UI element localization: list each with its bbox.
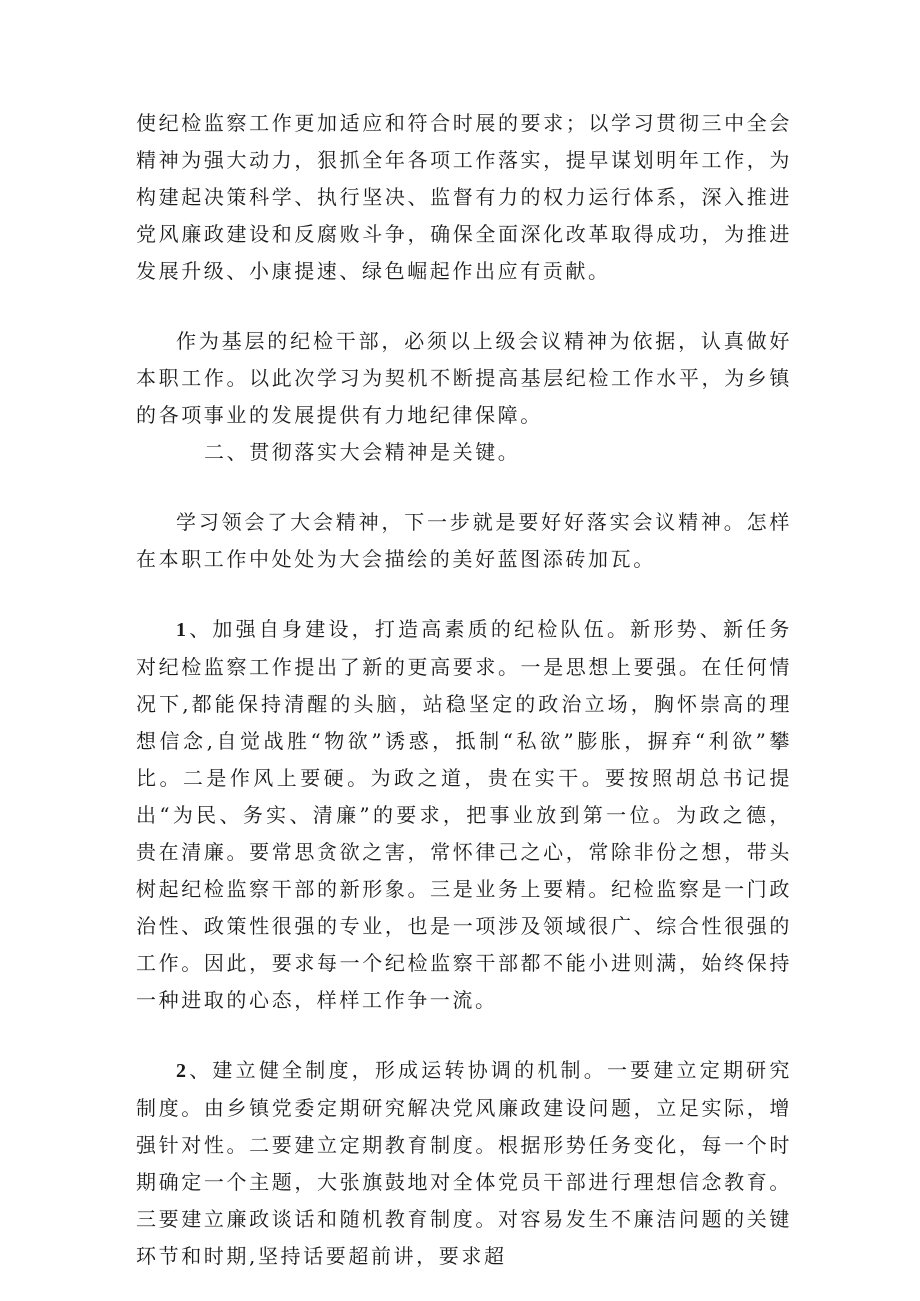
list-item-1-number: 1	[176, 619, 189, 641]
list-item-1	[136, 611, 792, 1019]
list-item-2	[136, 1052, 792, 1275]
list-item-2-text: 、建立健全制度，形成运转协调的机制。一要建立定期研究制度。由乡镇党委定期研究解决党风廉政建设问题，立足实际，增强针对性。二要建立定期教育制度。根据形势任务变化，每一个时期确定一个主题，大张旗鼓地对全体党员干部进行理想信念教育。三要建立廉政谈话和随机教育制度。对容易发生不廉洁问题的关键环节和时期,坚持话要超前讲，要求超	[136, 1058, 792, 1268]
paragraph-continuation: 使纪检监察工作更加适应和符合时展的要求；以学习贯彻三中全会精神为强大动力，狠抓全年各项工作落实，提早谋划明年工作，为构建起决策科学、执行坚决、监督有力的权力运行体系，深入推进党风廉政建设和反腐败斗争，确保全面深化改革取得成功，为推进发展升级、小康提速、绿色崛起作出应有贡献。	[136, 111, 792, 283]
list-item-2-number: 2	[176, 1060, 189, 1082]
paragraph-grassroots-cadre: 作为基层的纪检干部，必须以上级会议精神为依据，认真做好本职工作。以此次学习为契机不断提高基层纪检工作水平，为乡镇的各项事业的发展提供有力地纪律保障。	[136, 329, 792, 427]
paragraph-implementation-intro: 学习领会了大会精神，下一步就是要好好落实会议精神。怎样在本职工作中处处为大会描绘的美好蓝图添砖加瓦。	[136, 510, 792, 571]
list-item-1-text: 、加强自身建设，打造高素质的纪检队伍。新形势、新任务对纪检监察工作提出了新的更高要求。一是思想上要强。在任何情况下,都能保持清醒的头脑，站稳坚定的政治立场，胸怀崇高的理想信念,自觉战胜“物欲”诱惑，抵制“私欲”膨胀，摒弃“利欲”攀比。二是作风上要硬。为政之道，贵在实干。要按照胡总书记提出“为民、务实、清廉”的要求，把事业放到第一位。为政之德，贵在清廉。要常思贪欲之害，常怀律己之心，常除非份之想，带头树起纪检监察干部的新形象。三是业务上要精。纪检监察是一门政治性、政策性很强的专业，也是一项涉及领域很广、综合性很强的工作。因此，要求每一个纪检监察干部都不能小进则满，始终保持一种进取的心态，样样工作争一流。	[136, 617, 792, 1012]
section-heading-2: 二、贯彻落实大会精神是关键。	[204, 440, 521, 464]
